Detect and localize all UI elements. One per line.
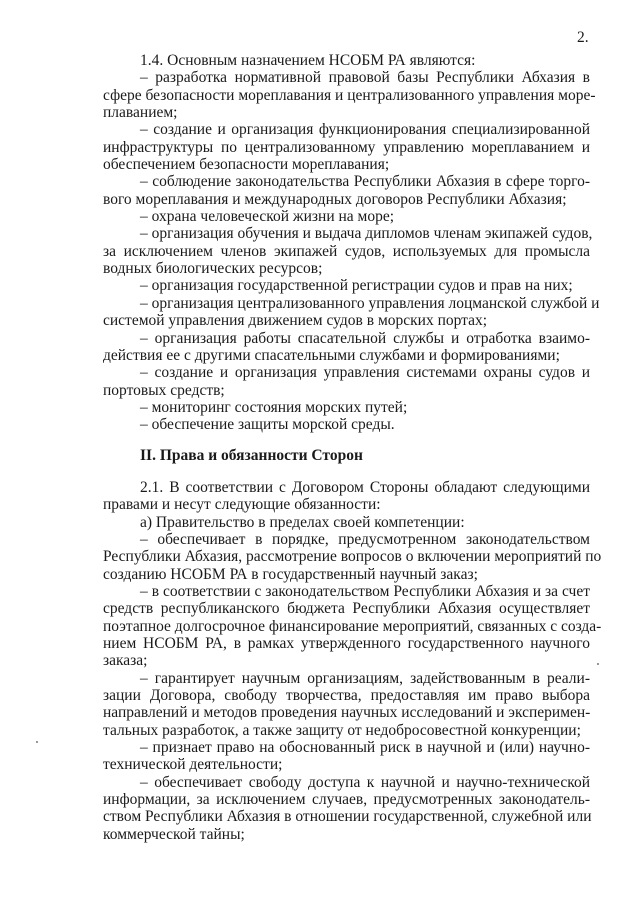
- text-line: плаванием;: [103, 104, 178, 122]
- paragraph: [103, 121, 590, 173]
- paragraph: [103, 530, 602, 583]
- scan-speck: [36, 741, 38, 743]
- text-line: инфраструктуры по централизованному управлению мореплаванием и: [103, 138, 590, 156]
- section-1-purposes: [103, 52, 600, 434]
- text-line: нием НСОБМ РА, в рамках утвержденного государственного научного: [103, 635, 590, 652]
- text-line: ством Республики Абхазия в отношении государственной, служебной или: [103, 808, 592, 826]
- text-line: – организация работы спасательной службы и отработка взаимо-: [140, 329, 590, 347]
- paragraph: [103, 294, 600, 330]
- text-line: информации, за исключением случаев, предусмотренных законодатель-: [103, 791, 590, 809]
- text-line: – создание и организация функционирования специализированной: [140, 121, 590, 139]
- text-line: заказа;: [103, 652, 148, 670]
- text-line: – гарантирует научным организациям, задействованным в реали-: [140, 669, 590, 687]
- document-body: [103, 52, 602, 843]
- text-line: – охрана человеческой жизни на море;: [140, 208, 395, 226]
- paragraph: [103, 582, 602, 670]
- text-line: – обеспечивает в порядке, предусмотренном законодательством: [140, 530, 590, 548]
- text-line: созданию НСОБМ РА в государственный научный заказ;: [103, 565, 478, 583]
- paragraph: [103, 364, 590, 399]
- paragraph: [103, 69, 596, 122]
- text-line: зации Договора, свободу творчества, предоставляя им право выбора: [103, 687, 590, 705]
- text-line: – мониторинг состояния морских путей;: [140, 398, 408, 416]
- paragraph: [103, 774, 590, 843]
- text-line: портовых средств;: [103, 381, 225, 399]
- paragraph: [103, 514, 590, 531]
- text-line: – признает право на обоснованный риск в научной и (или) научно-: [140, 739, 590, 757]
- text-line: – разработка нормативной правовой базы Республики Абхазия в: [140, 69, 590, 87]
- text-line: – организация централизованного управления лоцманской службой и: [140, 294, 600, 312]
- text-line: – организация государственной регистрации судов и прав на них;: [140, 277, 573, 295]
- text-line: – в соответствии с законодательством Республики Абхазия и за счет: [140, 582, 590, 600]
- paragraph: [103, 208, 590, 225]
- text-line: направлений и методов проведения научных исследований и эксперимен-: [103, 704, 591, 722]
- text-line: 1.4. Основным назначением НСОБМ РА являются:: [140, 52, 476, 69]
- text-line: – обеспечение защиты морской среды.: [140, 416, 395, 434]
- paragraph: [103, 277, 590, 294]
- paragraph: [103, 479, 590, 514]
- page-number: 2.: [577, 29, 589, 46]
- paragraph: [103, 52, 590, 69]
- text-line: технической деятельности;: [103, 756, 283, 774]
- section-2-rights-obligations: [103, 478, 602, 843]
- text-line: обеспечением безопасности мореплавания;: [103, 156, 390, 174]
- text-line: коммерческой тайны;: [103, 825, 245, 843]
- text-line: вого мореплавания и международных договоров Республики Абхазия;: [103, 190, 567, 208]
- paragraph: [103, 739, 590, 774]
- paragraph: [103, 670, 590, 739]
- text-line: водных биологических ресурсов;: [103, 260, 323, 278]
- paragraph: [103, 399, 590, 416]
- text-line: 2.1. В соответствии с Договором Стороны обладают следующими: [140, 478, 590, 496]
- scan-speck: [597, 663, 599, 665]
- text-line: – соблюдение законодательства Республики Абхазия в сфере торго-: [140, 173, 590, 191]
- text-line: правами и несут следующие обязанности:: [103, 496, 381, 514]
- text-line: а) Правительство в пределах своей компетенции:: [140, 513, 465, 531]
- text-line: – создание и организация управления системами охраны судов и: [140, 364, 590, 382]
- paragraph: [103, 330, 590, 365]
- text-line: Республики Абхазия, рассмотрение вопросов о включении мероприятий по: [103, 548, 602, 566]
- text-line: – обеспечивает свободу доступа к научной и научно-технической: [140, 773, 590, 791]
- text-line: тальных разработок, а также защиту от недобросовестной конкуренции;: [103, 721, 581, 739]
- text-line: за исключением членов экипажей судов, используемых для промысла: [103, 242, 590, 260]
- text-line: поэтапное долгосрочное финансирование мероприятий, связанных с созда-: [103, 617, 602, 635]
- text-line: системой управления движением судов в морских портах;: [103, 312, 488, 330]
- text-line: действия ее с другими спасательными службами и формированиями;: [103, 346, 560, 364]
- paragraph: [103, 225, 593, 278]
- text-line: сфере безопасности мореплавания и централизованного управления море-: [103, 86, 596, 104]
- text-line: – организация обучения и выдача дипломов членам экипажей судов,: [140, 225, 593, 243]
- paragraph: [103, 416, 590, 433]
- section-2-heading: II. Права и обязанности Сторон: [140, 446, 363, 464]
- paragraph: [103, 173, 590, 208]
- text-line: средств республиканского бюджета Республики Абхазия осуществляет: [103, 600, 590, 618]
